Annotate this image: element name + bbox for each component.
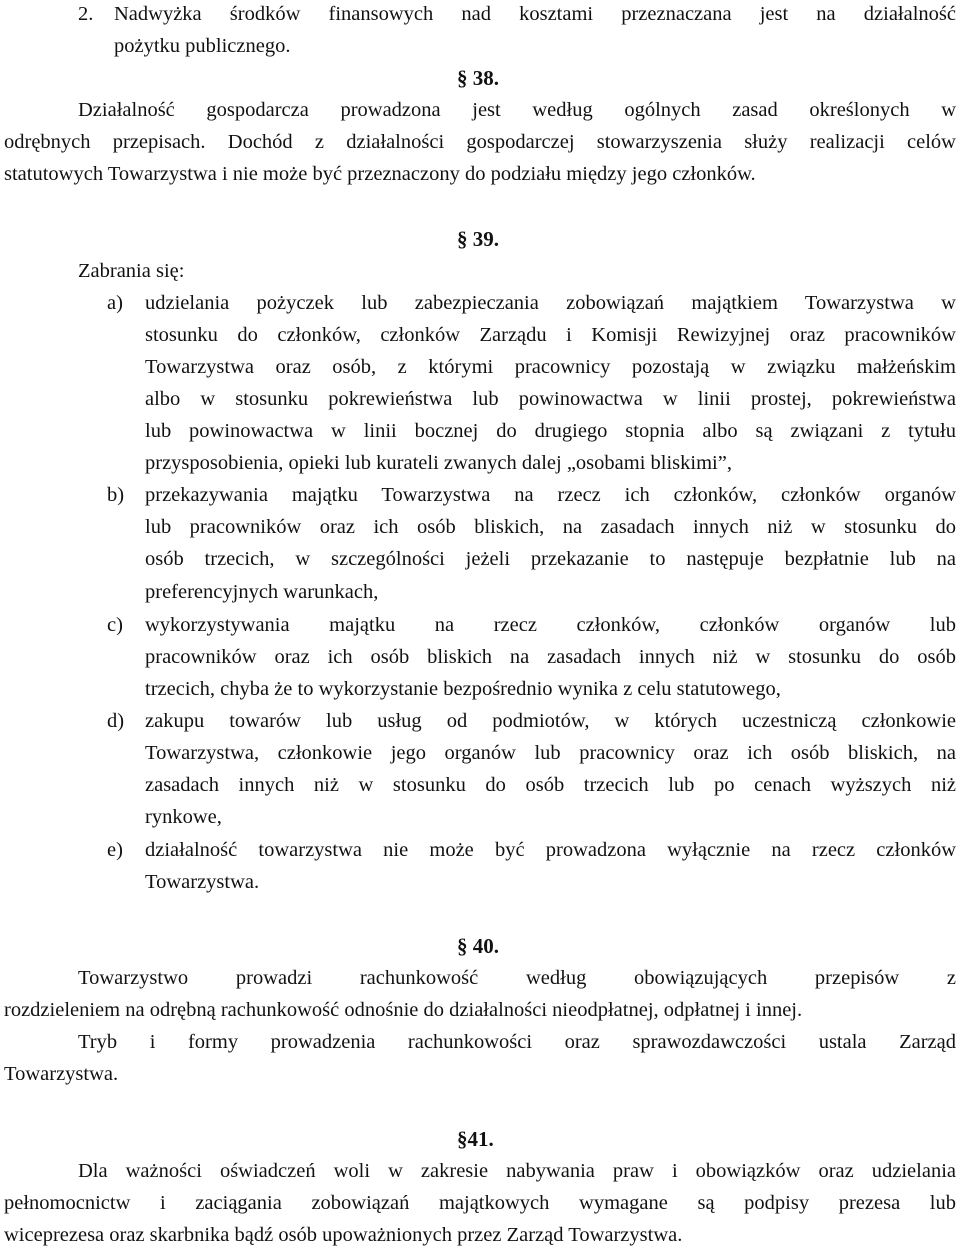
section-41-heading: §41. [457,1127,494,1151]
section-39-intro: Zabrania się: [78,260,185,282]
list-item-c-line: pracowników oraz ich osób bliskich na zasadach innych niż w stosunku do osób [145,646,956,668]
section-40-line: rozdzieleniem na odrębną rachunkowość odnośnie do działalności nieodpłatnej, odpłatnej i innej. [4,999,803,1021]
list-item-d-line: Towarzystwa, członkowie jego organów lub pracownicy oraz ich osób bliskich, na [145,742,956,764]
list-item-d-line: zasadach innych niż w stosunku do osób trzecich lub po cenach wyższych niż [145,774,956,796]
section-41-line: wiceprezesa oraz skarbnika bądź osób upoważnionych przez Zarząd Towarzystwa. [4,1224,683,1246]
section-40-heading: § 40. [457,934,499,958]
section-38-heading: § 38. [457,66,499,90]
list-item-a-line: stosunku do członków, członków Zarządu i Komisji Rewizyjnej oraz pracowników [145,324,956,346]
section-41-line: pełnomocnictw i zaciągania zobowiązań majątkowych wymagane są podpisy prezesa lub [4,1192,956,1214]
list-item-a-line: albo w stosunku pokrewieństwa lub powinowactwa w linii prostej, pokrewieństwa [145,388,956,410]
list-item-c-line: wykorzystywania majątku na rzecz członków, członków organów lub [145,614,956,636]
list-item-e-line: Towarzystwa. [145,871,260,893]
list-item-a-line: Towarzystwa oraz osób, z którymi pracownicy pozostają w związku małżeńskim [145,356,956,378]
list-item-d-line: rynkowe, [145,806,222,828]
section-40-line: Towarzystwa. [4,1063,119,1085]
list-label-c: c) [107,614,123,636]
list-item-d-line: zakupu towarów lub usług od podmiotów, w których uczestniczą członkowie [145,710,956,732]
list-item-c-line: trzecich, chyba że to wykorzystanie bezpośrednio wynika z celu statutowego, [145,678,781,700]
list-item-b-line: lub pracowników oraz ich osób bliskich, na zasadach innych niż w stosunku do [145,516,956,538]
section-41-line: Dla ważności oświadczeń woli w zakresie nabywania praw i obowiązków oraz udzielania [78,1160,956,1182]
section-38-line: statutowych Towarzystwa i nie może być przeznaczony do podziału między jego członków. [4,163,756,185]
list-item-a-line: lub powinowactwa w linii bocznej do drugiego stopnia albo są związani z tytułu [145,420,956,442]
list-label-d: d) [107,710,125,732]
list-item-b-line: osób trzecich, w szczególności jeżeli przekazanie to następuje bezpłatnie lub na [145,548,956,570]
section-38-line: Działalność gospodarcza prowadzona jest według ogólnych zasad określonych w [78,99,956,121]
section-40-line: Tryb i formy prowadzenia rachunkowości oraz sprawozdawczości ustala Zarząd [78,1031,956,1053]
section-39-heading: § 39. [457,227,499,251]
list-item-b-line: przekazywania majątku Towarzystwa na rzecz ich członków, członków organów [145,484,956,506]
list-item-a-line: przysposobienia, opieki lub kurateli zwanych dalej „osobami bliskimi”, [145,452,732,474]
list-item-a-line: udzielania pożyczek lub zabezpieczania zobowiązań majątkiem Towarzystwa w [145,292,956,314]
list-label-b: b) [107,484,125,506]
section-40-line: Towarzystwo prowadzi rachunkowość według obowiązujących przepisów z [78,967,956,989]
list-item-e-line: działalność towarzystwa nie może być prowadzona wyłącznie na rzecz członków [145,839,956,861]
item-2-line: pożytku publicznego. [114,35,291,57]
list-label-e: e) [107,839,123,861]
item-2-number: 2. [78,3,94,25]
list-item-b-line: preferencyjnych warunkach, [145,581,379,603]
section-38-line: odrębnych przepisach. Dochód z działalności gospodarczej stowarzyszenia służy realizacji celów [4,131,956,153]
item-2-line: Nadwyżka środków finansowych nad kosztami przeznaczana jest na działalność [114,3,956,25]
list-label-a: a) [107,292,123,314]
